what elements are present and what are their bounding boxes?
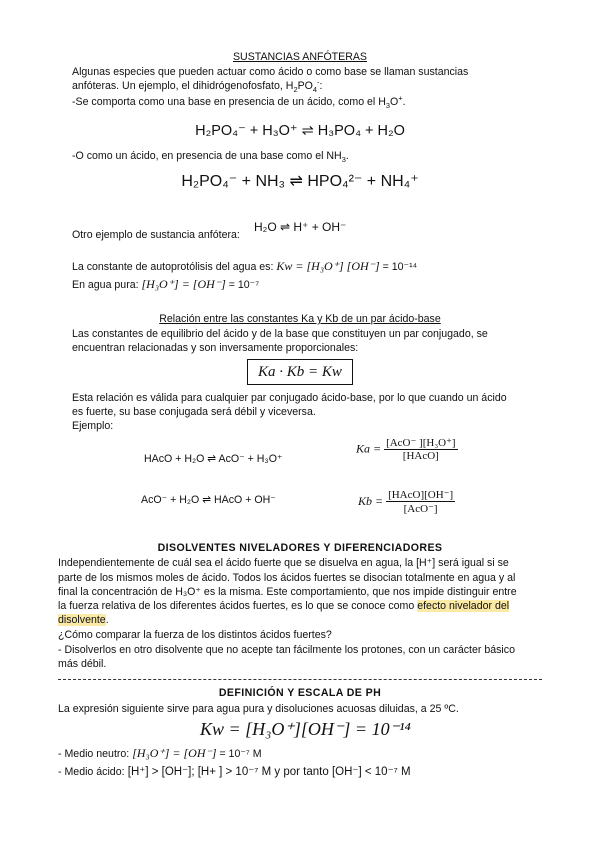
section-title-ph: DEFINICIÓN Y ESCALA DE PH (218, 687, 382, 699)
paragraph-line: anfóteras. Un ejemplo, el dihidrógenofosfato, $H_2PO_4^-$: (72, 77, 323, 95)
kw-equation: Kw = [H₃O⁺][OH⁻] = 10⁻¹⁴ (200, 719, 411, 739)
boxed-equation: Ka · Kb = Kw (247, 359, 353, 385)
equation-acid: H₂PO₄⁻ + NH₃ ⇌ HPO₄²⁻ + NH₄⁺ (181, 173, 419, 190)
acid-line: - Medio ácido: [H⁺] > [OH⁻]; [H+ ] > 10⁻⁷ M y por tanto [OH⁻] < 10⁻⁷ M (58, 766, 411, 778)
paragraph-line: es fuerte, su base conjugada será débil y viceversa. (72, 406, 316, 418)
autoprotolysis-line: La constante de autoprotólisis del agua es: Kw = [H₃O⁺] [OH⁻] = 10⁻¹⁴ (72, 259, 418, 273)
section-title-relacion: Relación entre las constantes Ka y Kb de un par ácido-base (159, 313, 441, 325)
kb-expression: Kb = $\frac{\text{[HAcO][OH⁻]}}{\text{[AcO⁻]}}$ (358, 489, 454, 515)
equation-base: H₂PO₄⁻ + H₃O⁺ ⇌ H₃PO₄ + H₂O (195, 123, 405, 139)
paragraph-line: Las constantes de equilibrio del ácido y de la base que constituyen un par conjugado, se (72, 328, 488, 340)
paragraph-line: la fuerza relativa de los diferentes ácidos fuertes, es lo que se conoce como efecto nivelador del (58, 600, 510, 612)
dashed-divider (58, 679, 542, 680)
paragraph-line: Algunas especies que pueden actuar como ácido o como base se llaman sustancias (72, 66, 469, 78)
paragraph-line: más débil. (58, 658, 107, 670)
paragraph-line: -Se comporta como una base en presencia de un ácido, como el $H_3O^+$. (72, 93, 406, 111)
reaction-base: AcO⁻ + H₂O ⇌ HAcO + OH⁻ (141, 494, 276, 506)
highlighted-term: disolvente (58, 614, 106, 626)
section-title-anfoteras: SUSTANCIAS ANFÓTERAS (232, 51, 367, 63)
question-line: ¿Cómo comparar la fuerza de los distintos ácidos fuertes? (58, 629, 332, 641)
paragraph-line: Independientemente de cuál sea el ácido fuerte que se disuelva en agua, la [H⁺] será igual si se (58, 557, 509, 569)
paragraph-line: La expresión siguiente sirve para agua pura y disoluciones acuosas diluidas, a 25 ºC. (58, 703, 459, 715)
paragraph-line: Esta relación es válida para cualquier par conjugado ácido-base, por lo que cuando un ácido (72, 392, 507, 404)
paragraph-line: disolvente. (58, 614, 109, 626)
ka-expression: Ka = $\frac{\text{[AcO⁻ ][H₃O⁺]}}{\text{[HAcO]}}$ (356, 437, 456, 462)
pure-water-line: En agua pura: [H₃O⁺] = [OH⁻] = 10⁻⁷ (72, 277, 260, 291)
paragraph-line: Ejemplo: (72, 420, 114, 432)
section-title-disolventes: DISOLVENTES NIVELADORES Y DIFERENCIADORES (157, 542, 443, 554)
paragraph-line: parte de los mismos moles de ácido. Todos los ácidos fuertes se disocian totalmente en agua y al (58, 572, 516, 584)
equation-water: H₂O ⇌ H⁺ + OH⁻ (254, 220, 347, 234)
neutral-line: - Medio neutro: [H₃O⁺] = [OH⁻] = 10⁻⁷ M (58, 746, 262, 760)
reaction-acid: HAcO + H₂O ⇌ AcO⁻ + H₃O⁺ (144, 453, 283, 465)
paragraph-line: -O como un ácido, en presencia de una base como el $NH_3$. (72, 150, 349, 165)
paragraph-line: final la concentración de H₃O⁺ es la misma. Este comportamiento, que nos impide distinguir entre (58, 586, 517, 598)
highlighted-term: efecto nivelador del (417, 600, 510, 612)
paragraph-line: Otro ejemplo de sustancia anfótera: (72, 229, 240, 241)
paragraph-line: - Disolverlos en otro disolvente que no acepte tan fácilmente los protones, con un carácter básico (58, 644, 515, 656)
paragraph-line: encuentran relacionadas y son inversamente proporcionales: (72, 342, 359, 354)
